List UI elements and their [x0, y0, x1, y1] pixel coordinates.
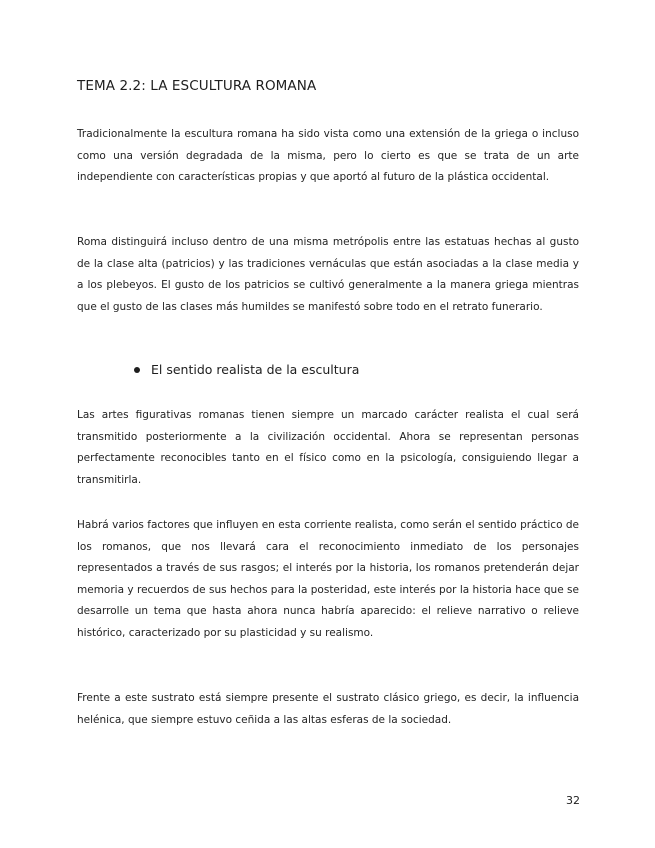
bullet-dot-icon	[134, 367, 140, 373]
page-number: 32	[566, 794, 580, 807]
section-bullet	[134, 362, 359, 377]
paragraph-helenica: Frente a este sustrato está siempre presente el sustrato clásico griego, es decir, la influencia helénica, que siempre estuvo ceñida a las altas esferas de la sociedad.	[77, 692, 579, 726]
paragraph-roma: Roma distinguirá incluso dentro de una misma metrópolis entre las estatuas hechas al gusto de la clase alta (patricios) y las tradiciones vernáculas que están asociadas a la clase media y a los plebeyos. El gusto de los patricios se cultivó generalmente a la manera griega mientras que el gusto de las clases más humildes se manifestó sobre todo en el retrato funerario.	[77, 236, 579, 313]
paragraph-intro: Tradicionalmente la escultura romana ha sido vista como una extensión de la griega o incluso como una versión degradada de la misma, pero lo cierto es que se trata de un arte independiente con características propias y que aportó al futuro de la plástica occidental.	[77, 128, 579, 184]
section-heading: El sentido realista de la escultura	[151, 362, 360, 377]
page-title: TEMA 2.2: LA ESCULTURA ROMANA	[77, 78, 317, 94]
paragraph-factores: Habrá varios factores que influyen en esta corriente realista, como serán el sentido práctico de los romanos, que nos llevará cara el reconocimiento inmediato de los personajes representados a través de sus rasgos; el interés por la historia, los romanos pretenderán dejar memoria y recuerdos de sus hechos para la posteridad, este interés por la historia hace que se desarrolle un tema que hasta ahora nunca habría aparecido: el relieve narrativo o relieve histórico, caracterizado por su plasticidad y su realismo.	[77, 519, 579, 639]
paragraph-realismo: Las artes figurativas romanas tienen siempre un marcado carácter realista el cual será transmitido posteriormente a la civilización occidental. Ahora se representan personas perfectamente reconocibles tanto en el físico como en la psicología, consiguiendo llegar a transmitirla.	[77, 409, 579, 486]
